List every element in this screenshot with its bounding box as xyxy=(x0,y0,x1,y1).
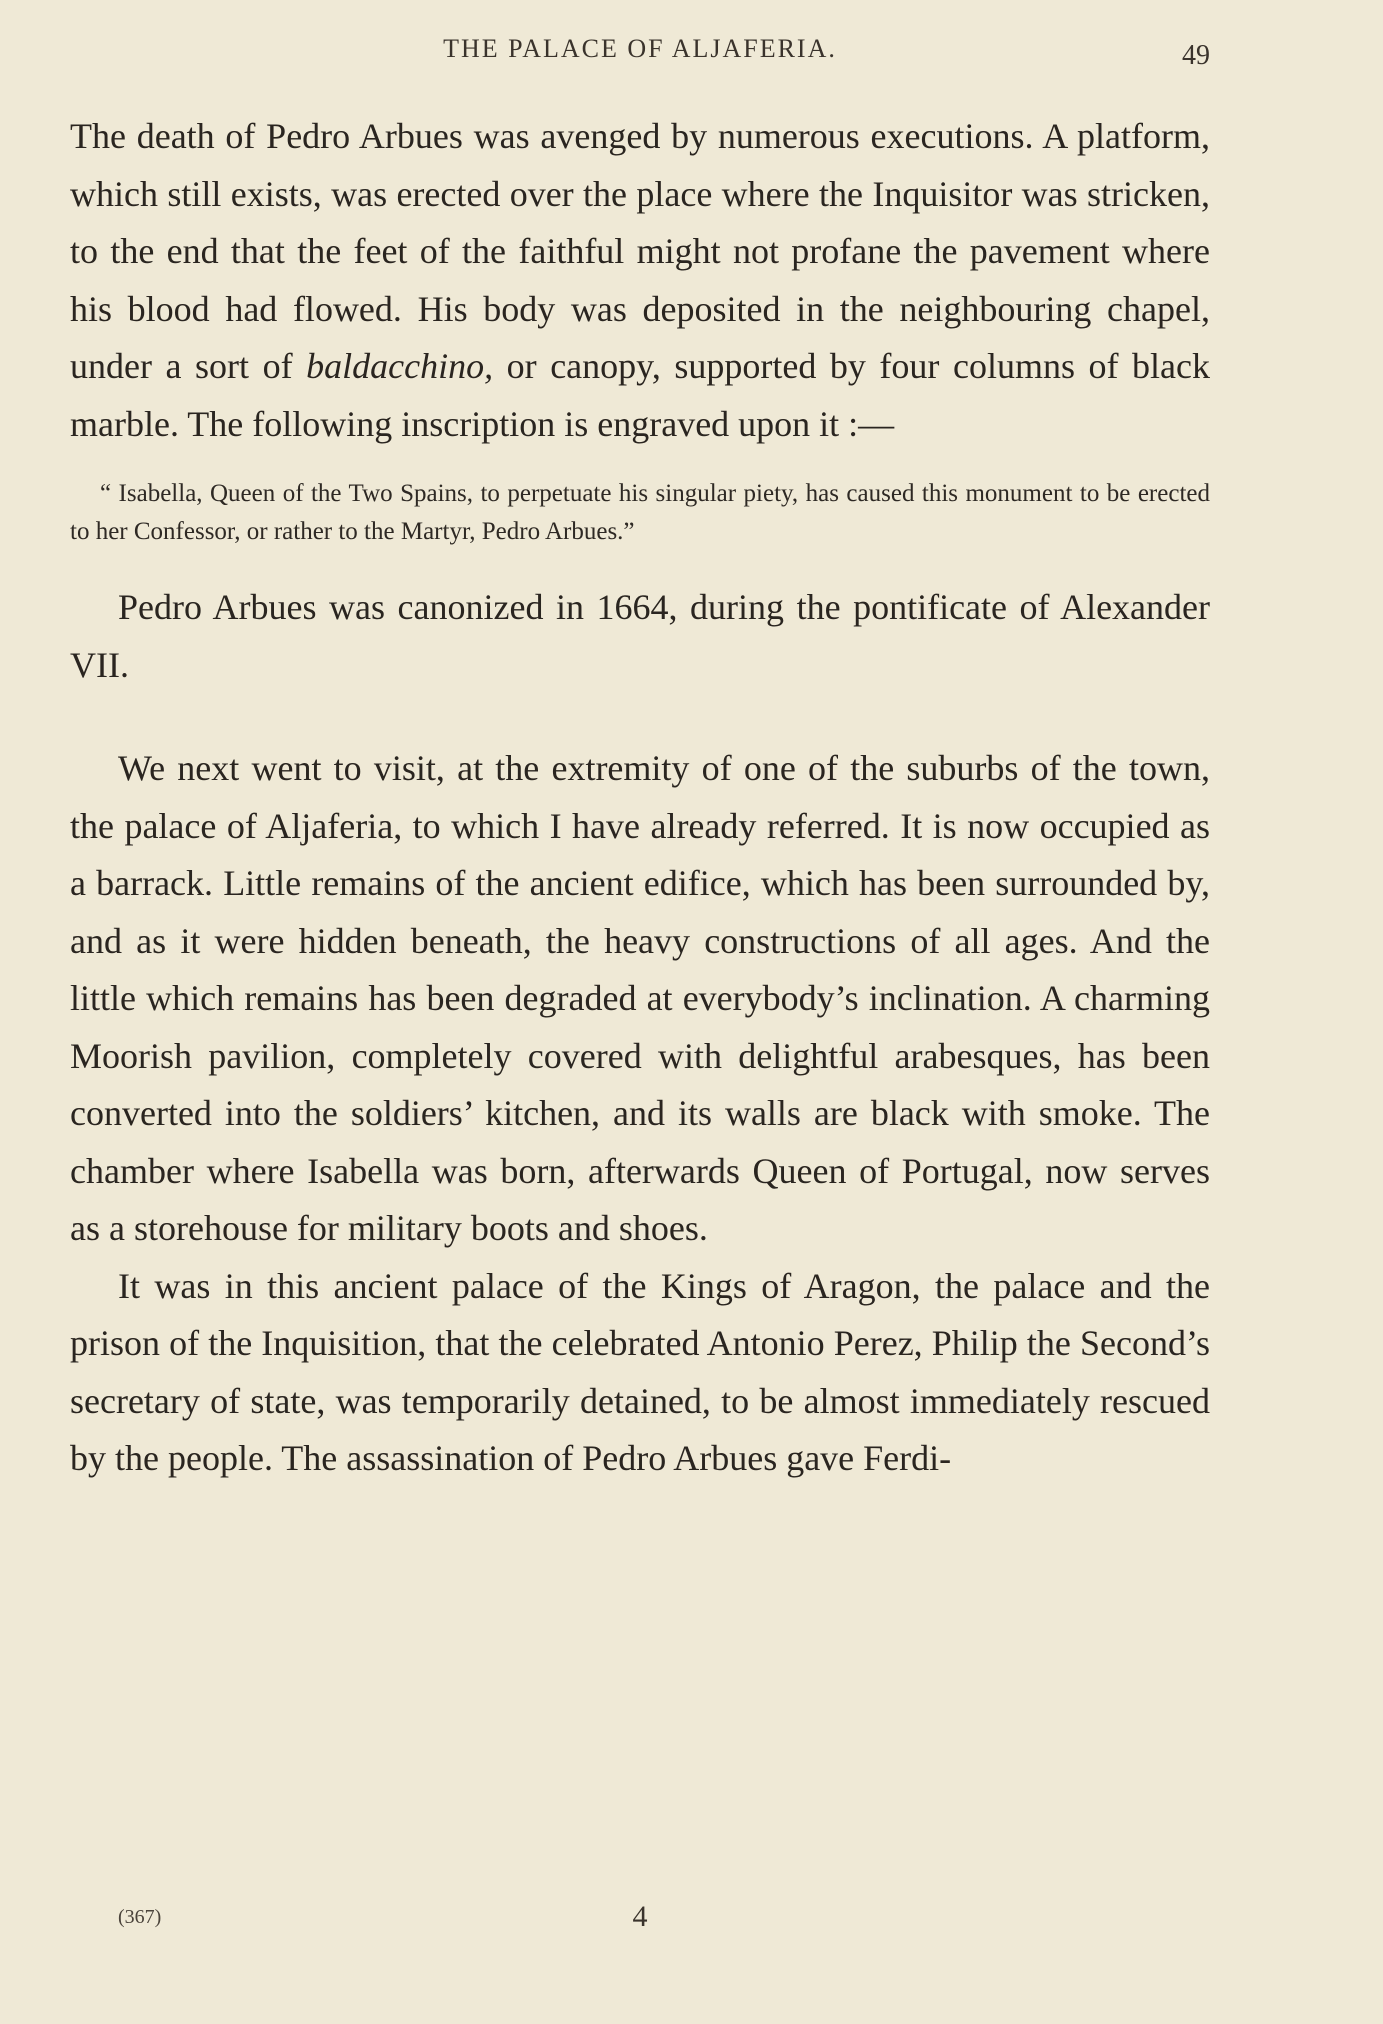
page-footer xyxy=(70,1900,1210,1940)
inscription-quote: “ Isabella, Queen of the Two Spains, to perpetuate his singular piety, has caused this monument to be erected to her Confessor, or rather to the Martyr, Pedro Arbues.” xyxy=(70,480,1210,545)
paragraph-antonio-perez: It was in this ancient palace of the Kings of Aragon, the palace and the prison of the Inquisition, that the celebrated Antonio Perez, Philip the Second’s secretary of state, was temporarily detained, to be almost immediately rescued by the people. The assassination of Pedro Arbues gave Ferdi- xyxy=(70,1265,1210,1478)
italic-term: baldacchino, xyxy=(306,346,494,386)
section-gap xyxy=(70,694,1210,740)
paragraph-text: or canopy, supported by four columns of black marble. The following inscription is engraved upon it :— xyxy=(70,346,1210,444)
paragraph-death-of-arbues xyxy=(70,108,1210,453)
signature-mark: 4 xyxy=(632,1900,648,1933)
printer-signature: (367) xyxy=(118,1906,162,1928)
body-text xyxy=(70,108,1210,1488)
running-head xyxy=(70,30,1210,80)
paragraph-aljaferia-visit: We next went to visit, at the extremity of one of the suburbs of the town, the palace of Aljaferia, to which I have already referred. It is now occupied as a barrack. Little remains of the ancient edifice, which has been surrounded by, and as it were hidden beneath, the heavy constructions of all ages. And the little which remains has been degraded at everybody’s inclination. A charming Moorish pavilion, completely covered with delightful arabesques, has been converted into the soldiers’ kitchen, and its walls are black with smoke. The chamber where Isabella was born, afterwards Queen of Portugal, now serves as a storehouse for military boots and shoes. xyxy=(70,748,1210,1248)
page-number: 49 xyxy=(1182,40,1210,71)
paragraph-text: The death of Pedro Arbues was avenged by numerous executions. A platform, which still exists, was erected over the place where the Inquisitor was stricken, to the end that the feet of the faithful might not profane the pavement where his blood had flowed. His body was deposited in the neighbouring chapel, under a sort of xyxy=(70,116,1210,386)
paragraph-canonization: Pedro Arbues was canonized in 1664, during the pontificate of Alexander VII. xyxy=(70,587,1210,685)
running-title: THE PALACE OF ALJAFERIA. xyxy=(443,34,837,63)
